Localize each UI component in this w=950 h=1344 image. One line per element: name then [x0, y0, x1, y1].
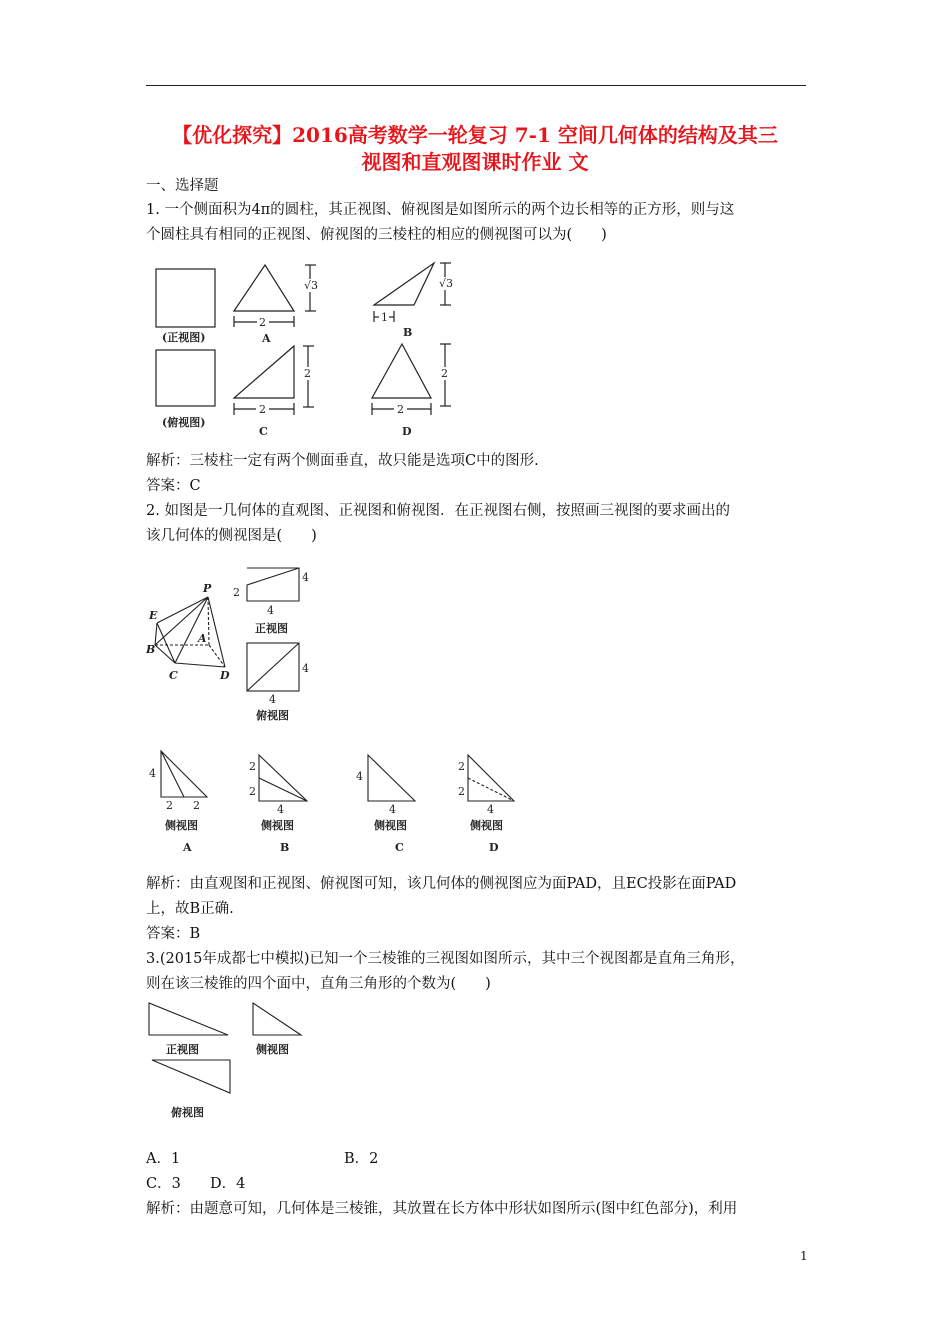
q1-analysis: 解析：三棱柱一定有两个侧面垂直，故只能是选项C中的图形. — [146, 453, 539, 469]
q3-choice-c: C．3 — [146, 1176, 181, 1192]
q2-top-view-label: 俯视图 — [256, 709, 289, 722]
q1-d-height-dim: 2 — [441, 367, 448, 380]
q2-option-a-label: A — [183, 841, 192, 854]
q3-top-view-label: 俯视图 — [171, 1106, 204, 1119]
q1-a-height-dim: √3 — [304, 279, 319, 292]
q3-text-line-2: 则在该三棱锥的四个面中，直角三角形的个数为( ) — [146, 976, 491, 992]
q3-front-view-label: 正视图 — [166, 1043, 199, 1056]
q2-figure — [145, 555, 535, 855]
q1-text-line-2: 个圆柱具有相同的正视图、俯视图的三棱柱的相应的侧视图可以为( ) — [146, 227, 607, 243]
q2-c-side-label: 侧视图 — [374, 819, 407, 832]
q2-point-p: P — [203, 582, 212, 595]
q2-a-side-label: 侧视图 — [165, 819, 198, 832]
q3-analysis: 解析：由题意可知，几何体是三棱锥，其放置在长方体中形状如图所示(图中红色部分)，利用 — [146, 1201, 738, 1217]
q2-perspective-view — [155, 597, 225, 667]
q1-b-height-dim: √3 — [439, 277, 454, 290]
q3-top-view-triangle — [152, 1060, 230, 1093]
q2-a-dim-bottom-1: 2 — [166, 799, 173, 812]
q3-text-line-1: 3.(2015年成都七中模拟)已知一个三棱锥的三视图如图所示，其中三个视图都是直角三角形， — [146, 951, 745, 967]
doc-title-line-2: 视图和直观图课时作业 文 — [361, 150, 589, 174]
section-heading: 一、选择题 — [146, 178, 219, 194]
q2-option-d-shape — [468, 755, 514, 801]
q2-d-side-label: 侧视图 — [470, 819, 503, 832]
q2-top-dim-right: 4 — [302, 662, 309, 675]
q2-point-d: D — [220, 669, 230, 682]
q1-option-a-triangle — [234, 265, 294, 311]
q2-a-dim-left: 4 — [149, 767, 156, 780]
q2-front-dim-left: 2 — [233, 586, 240, 599]
q2-option-c-shape — [368, 755, 415, 801]
q1-option-b-label: B — [403, 326, 413, 339]
q1-option-b-triangle — [374, 263, 434, 305]
q2-b-dim-left-1: 2 — [249, 760, 256, 773]
q2-a-dim-bottom-2: 2 — [193, 799, 200, 812]
q1-front-view-square — [156, 269, 215, 327]
q2-d-dim-left-2: 2 — [458, 785, 465, 798]
q2-top-dim-bottom: 4 — [269, 693, 276, 706]
q2-analysis-line-1: 解析：由直观图和正视图、俯视图可知，该几何体的侧视图应为面PAD，且EC投影在面PAD — [146, 876, 737, 892]
header-rule — [146, 85, 806, 86]
q1-d-width-dim: 2 — [397, 403, 404, 416]
q2-b-side-label: 侧视图 — [261, 819, 294, 832]
q2-point-b: B — [146, 643, 156, 656]
q2-d-dim-bottom: 4 — [487, 803, 494, 816]
q1-option-c-label: C — [259, 425, 268, 438]
q2-b-dim-left-2: 2 — [249, 785, 256, 798]
q1-top-view-label: (俯视图) — [162, 416, 206, 429]
q1-figure — [148, 255, 468, 445]
q1-option-d-triangle — [372, 344, 431, 398]
q2-text-line-1: 2. 如图是一几何体的直观图、正视图和俯视图．在正视图右侧，按照画三视图的要求画出的 — [146, 503, 730, 519]
page-number: 1 — [800, 1249, 808, 1263]
q1-option-d-label: D — [402, 425, 412, 438]
q2-front-dim-right: 4 — [302, 571, 309, 584]
q2-d-dim-left-1: 2 — [458, 760, 465, 773]
q1-answer: 答案：C — [146, 478, 201, 494]
q3-choice-d: D．4 — [210, 1176, 246, 1192]
q3-front-view-triangle — [149, 1003, 228, 1035]
q2-front-view-shape — [247, 568, 299, 601]
q2-answer: 答案：B — [146, 926, 201, 942]
q2-option-b-label: B — [280, 841, 290, 854]
q2-point-c: C — [169, 669, 178, 682]
q2-c-dim-bottom: 4 — [389, 803, 396, 816]
q2-text-line-2: 该几何体的侧视图是( ) — [146, 528, 317, 544]
q2-b-dim-bottom: 4 — [277, 803, 284, 816]
q3-side-view-label: 侧视图 — [256, 1043, 289, 1056]
q1-b-width-dim: 1 — [381, 311, 388, 324]
q1-top-view-square — [156, 350, 215, 406]
q2-point-a: A — [198, 632, 207, 645]
q2-option-d-label: D — [489, 841, 499, 854]
q1-a-width-dim: 2 — [259, 316, 266, 329]
q1-front-view-label: (正视图) — [162, 331, 206, 344]
q2-option-a-shape — [161, 751, 207, 797]
q2-option-b-shape — [259, 755, 307, 801]
q2-front-view-label: 正视图 — [255, 622, 288, 635]
q3-choice-b: B．2 — [344, 1151, 379, 1167]
q3-figure — [145, 1000, 315, 1125]
q1-option-c-triangle — [234, 346, 294, 398]
q3-choice-a: A．1 — [146, 1151, 181, 1167]
q1-text-line-1: 1. 一个侧面积为4π的圆柱，其正视图、俯视图是如图所示的两个边长相等的正方形，则与这 — [146, 202, 735, 218]
q1-c-width-dim: 2 — [259, 403, 266, 416]
q1-option-a-label: A — [262, 332, 271, 345]
q2-option-c-label: C — [395, 841, 404, 854]
q1-c-height-dim: 2 — [304, 367, 311, 380]
q2-front-dim-bottom: 4 — [267, 604, 274, 617]
q3-side-view-triangle — [253, 1003, 301, 1035]
q2-analysis-line-2: 上，故B正确. — [146, 901, 234, 917]
q2-point-e: E — [149, 609, 158, 622]
q2-c-dim-left: 4 — [356, 770, 363, 783]
doc-title-line-1: 【优化探究】2016高考数学一轮复习 7-1 空间几何体的结构及其三 — [172, 123, 778, 147]
